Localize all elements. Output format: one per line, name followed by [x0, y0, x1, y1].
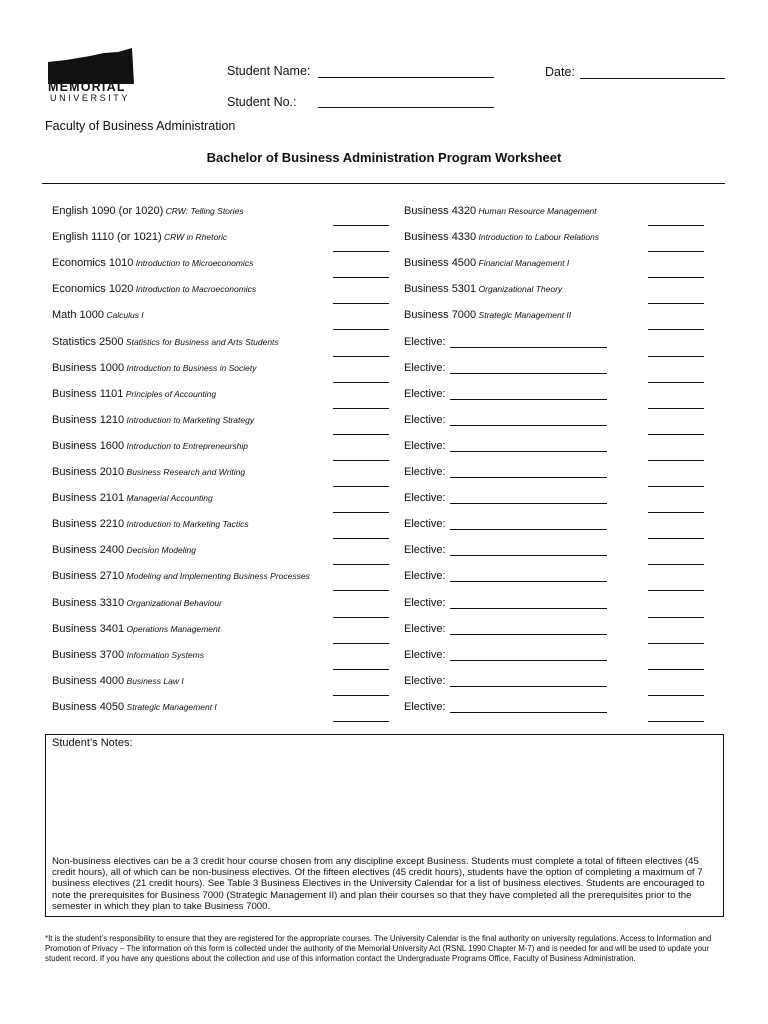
elective-course-field[interactable] — [450, 373, 607, 374]
elective-row — [0, 570, 768, 596]
elective-label: Elective: — [404, 413, 446, 426]
course-label — [404, 231, 599, 243]
course-description: Organizational Theory — [476, 284, 563, 295]
elective-course-field[interactable] — [450, 477, 607, 478]
course-description: Human Resource Management — [476, 206, 597, 216]
course-description: Financial Management I — [476, 258, 570, 269]
grade-blank[interactable] — [648, 617, 704, 618]
elective-course-field[interactable] — [450, 555, 607, 556]
grade-blank[interactable] — [648, 225, 704, 226]
elective-row — [0, 544, 768, 570]
electives-information-text: Non-business electives can be a 3 credit hour course chosen from any discipline except Business. Students must complete a total of fifteen electives (45 credit hours), all of which can be non-business electives. Of the fifteen electives (45 credit hours), students have the option of completing a maximum of 7 business electives (21 credit hours). See Table 3 Business Electives in the University Calendar for a list of business electives. Students are encouraged to note the prerequisites for Business 7000 (Strategic Management II) and plan their courses so that they have completed all the prerequisites prior to the semester in which they plan to take Business 7000. — [52, 856, 705, 912]
grade-blank[interactable] — [648, 695, 704, 696]
elective-row — [0, 649, 768, 675]
course-code: Business 1210 — [52, 413, 125, 426]
course-description: Introduction to Microeconomics — [133, 258, 254, 269]
course-code: English 1110 (or 1021) — [52, 231, 162, 244]
grade-blank[interactable] — [648, 564, 704, 565]
student-no-label: Student No.: — [227, 95, 297, 109]
header-divider — [42, 183, 725, 184]
course-description: Introduction to Marketing Tactics — [124, 519, 249, 530]
course-code: English 1090 (or 1020) — [52, 205, 164, 217]
course-code: Business 3700 — [52, 648, 125, 661]
course-row — [0, 283, 768, 309]
logo-wordmark-memorial: MEMORIAL — [48, 80, 126, 94]
course-description: CRW: Telling Stories — [163, 206, 244, 216]
course-code: Business 2710 — [52, 570, 125, 583]
course-code: Business 2010 — [52, 466, 125, 478]
elective-label: Elective: — [404, 700, 446, 713]
course-description: Introduction to Business in Society — [124, 362, 257, 373]
grade-blank[interactable] — [648, 277, 704, 278]
privacy-disclaimer: *It is the student’s responsibility to ensure that they are registered for the appropriate courses. The University Calendar is the final authority on university regulations. Access to Information and Promotion of Privacy – The information on this form is collected under the authority of the Memorial University Act (RSNL 1990 Chapter M-7) and is needed for and will be used to update your student record. If you have any questions about the collection and use of this information contact the Undergraduate Programs Office, Faculty of Business Administration. — [45, 934, 712, 963]
course-description: Business Research and Writing — [124, 467, 246, 477]
grade-blank[interactable] — [648, 512, 704, 513]
course-code: Business 1101 — [52, 387, 124, 400]
elective-row — [0, 336, 768, 362]
elective-course-field[interactable] — [450, 425, 607, 426]
grade-blank[interactable] — [648, 251, 704, 252]
elective-course-field[interactable] — [450, 660, 607, 661]
course-description: Business Law I — [124, 675, 184, 686]
grade-blank[interactable] — [648, 356, 704, 357]
elective-row — [0, 518, 768, 544]
elective-label: Elective: — [404, 335, 446, 348]
elective-label: Elective: — [404, 492, 446, 505]
elective-row — [0, 466, 768, 492]
course-code: Business 3310 — [52, 596, 125, 609]
grade-blank[interactable] — [648, 303, 704, 304]
course-description: Operations Management — [124, 623, 221, 634]
course-label — [404, 205, 597, 217]
elective-row — [0, 597, 768, 623]
course-code: Business 4050 — [52, 700, 125, 713]
page-title: Bachelor of Business Administration Program Worksheet — [206, 150, 562, 165]
grade-blank[interactable] — [648, 408, 704, 409]
university-logo-mark — [48, 48, 134, 84]
course-label — [404, 257, 569, 269]
elective-course-field[interactable] — [450, 608, 607, 609]
course-code: Business 7000 — [404, 309, 477, 322]
elective-course-field[interactable] — [450, 451, 607, 452]
course-row — [0, 205, 768, 231]
elective-label: Elective: — [404, 622, 446, 635]
student-notes-label: Student’s Notes: — [52, 737, 133, 749]
course-code: Statistics 2500 — [52, 335, 124, 348]
elective-course-field[interactable] — [450, 347, 607, 348]
course-description: Statistics for Business and Arts Students — [123, 336, 279, 347]
course-code: Business 4320 — [404, 205, 477, 217]
course-description: Information Systems — [124, 649, 205, 660]
elective-label: Elective: — [404, 518, 446, 531]
course-row — [0, 257, 768, 283]
elective-label: Elective: — [404, 361, 446, 374]
student-name-field[interactable] — [318, 63, 494, 78]
course-label — [404, 309, 571, 321]
course-description: Managerial Accounting — [124, 493, 213, 504]
elective-label: Elective: — [404, 648, 446, 661]
grade-blank[interactable] — [648, 669, 704, 670]
elective-label: Elective: — [404, 596, 446, 609]
elective-course-field[interactable] — [450, 581, 607, 582]
course-row — [0, 309, 768, 335]
student-notes-box[interactable] — [45, 734, 724, 917]
course-code: Math 1000 — [52, 309, 104, 322]
course-code: Business 3401 — [52, 622, 125, 635]
student-no-field[interactable] — [318, 93, 494, 108]
grade-blank[interactable] — [648, 590, 704, 591]
course-description: Strategic Management II — [476, 310, 572, 321]
course-code: Economics 1020 — [52, 283, 134, 296]
course-description: Calculus I — [103, 310, 144, 321]
student-name-label: Student Name: — [227, 64, 311, 78]
course-description: Introduction to Macroeconomics — [133, 284, 257, 295]
course-code: Business 4500 — [404, 257, 477, 270]
course-code: Business 5301 — [404, 283, 477, 296]
course-description: Strategic Management I — [124, 701, 217, 712]
grade-blank[interactable] — [648, 538, 704, 539]
date-field[interactable] — [580, 64, 725, 79]
elective-course-field[interactable] — [450, 399, 607, 400]
date-label: Date: — [545, 65, 575, 79]
elective-row — [0, 623, 768, 649]
elective-row — [0, 440, 768, 466]
course-description: Introduction to Marketing Strategy — [124, 414, 255, 425]
course-code: Business 2101 — [52, 492, 125, 505]
course-code: Business 4330 — [404, 231, 477, 244]
elective-course-field[interactable] — [450, 529, 607, 530]
course-description: Modeling and Implementing Business Processes — [124, 571, 310, 582]
course-description: Introduction to Labour Relations — [476, 232, 600, 243]
course-code: Business 1000 — [52, 361, 125, 374]
course-code: Business 1600 — [52, 439, 125, 452]
grade-blank[interactable] — [648, 460, 704, 461]
elective-label: Elective: — [404, 544, 446, 557]
course-description: CRW in Rhetoric — [161, 232, 228, 243]
course-code: Business 4000 — [52, 674, 125, 687]
elective-label: Elective: — [404, 674, 446, 687]
elective-row — [0, 388, 768, 414]
course-description: Organizational Behaviour — [124, 597, 222, 608]
course-code: Business 2210 — [52, 518, 125, 531]
elective-label: Elective: — [404, 466, 446, 478]
faculty-name: Faculty of Business Administration — [45, 119, 236, 133]
elective-row — [0, 675, 768, 701]
course-description: Introduction to Entrepreneurship — [124, 440, 248, 451]
grade-blank[interactable] — [648, 434, 704, 435]
elective-row — [0, 414, 768, 440]
elective-label: Elective: — [404, 570, 446, 583]
course-code: Economics 1010 — [52, 257, 134, 270]
course-row — [0, 231, 768, 257]
elective-row — [0, 362, 768, 388]
elective-course-field[interactable] — [450, 686, 607, 687]
elective-course-field[interactable] — [450, 503, 607, 504]
grade-blank[interactable] — [648, 643, 704, 644]
elective-label: Elective: — [404, 387, 446, 400]
elective-row — [0, 701, 768, 727]
course-description: Principles of Accounting — [123, 388, 217, 399]
elective-row — [0, 492, 768, 518]
grade-blank[interactable] — [648, 721, 704, 722]
elective-course-field[interactable] — [450, 634, 607, 635]
elective-course-field[interactable] — [450, 712, 607, 713]
logo-wordmark-university: UNIVERSITY — [50, 93, 131, 103]
elective-label: Elective: — [404, 439, 446, 452]
course-description: Decision Modeling — [124, 545, 196, 556]
course-label — [404, 283, 562, 295]
grade-blank[interactable] — [648, 486, 704, 487]
course-code: Business 2400 — [52, 544, 125, 557]
grade-blank[interactable] — [648, 382, 704, 383]
grade-blank[interactable] — [648, 329, 704, 330]
